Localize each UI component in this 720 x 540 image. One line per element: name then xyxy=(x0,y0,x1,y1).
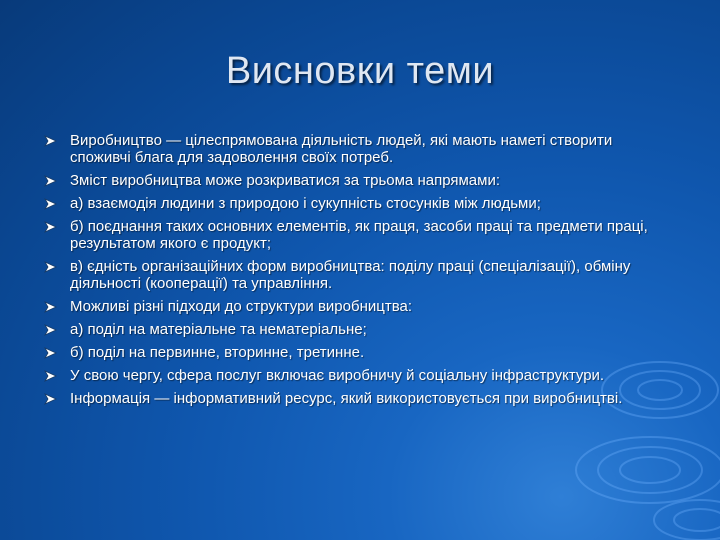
list-item-text: У свою чергу, сфера послуг включає виробничу й соціальну інфраструктури. xyxy=(70,367,605,384)
list-item xyxy=(44,195,664,212)
list-item-text: Виробництво — цілеспрямована діяльність людей, які мають наметі створити споживчі блага для задоволення своїх потреб. xyxy=(70,132,613,166)
arrowhead-bullet-icon xyxy=(44,324,58,336)
slide-title: Висновки теми xyxy=(225,50,495,92)
list-item-text: Можливі різні підходи до структури виробництва: xyxy=(70,298,413,315)
list-item xyxy=(44,321,664,338)
arrowhead-bullet-icon xyxy=(44,301,58,313)
list-item xyxy=(44,218,664,252)
list-item-text: а) поділ на матеріальне та нематеріальне; xyxy=(70,321,367,338)
arrowhead-bullet-icon xyxy=(44,347,58,359)
arrowhead-bullet-icon xyxy=(44,135,58,147)
list-item-text: в) єдність організаційних форм виробництва: поділу праці (спеціалізації), обміну діяльності (кооперації) та управління. xyxy=(70,258,631,292)
list-item-text: Зміст виробництва може розкриватися за трьома напрямами: xyxy=(70,172,500,189)
arrowhead-bullet-icon xyxy=(44,370,58,382)
list-item xyxy=(44,172,664,189)
list-item xyxy=(44,344,664,361)
list-item xyxy=(44,132,664,166)
list-item xyxy=(44,298,664,315)
list-item xyxy=(44,390,664,407)
list-item xyxy=(44,258,664,292)
list-item-text: Інформація — інформативний ресурс, який використовується при виробництві. xyxy=(70,390,623,407)
list-item xyxy=(44,367,664,384)
list-item-text: б) поділ на первинне, вторинне, третинне. xyxy=(70,344,365,361)
arrowhead-bullet-icon xyxy=(44,221,58,233)
arrowhead-bullet-icon xyxy=(44,261,58,273)
bullet-list xyxy=(44,132,664,413)
arrowhead-bullet-icon xyxy=(44,198,58,210)
arrowhead-bullet-icon xyxy=(44,175,58,187)
arrowhead-bullet-icon xyxy=(44,393,58,405)
list-item-text: а) взаємодія людини з природою і сукупність стосунків між людьми; xyxy=(70,195,541,212)
list-item-text: б) поєднання таких основних елементів, як праця, засоби праці та предмети праці, результатом якого є продукт; xyxy=(70,218,648,252)
